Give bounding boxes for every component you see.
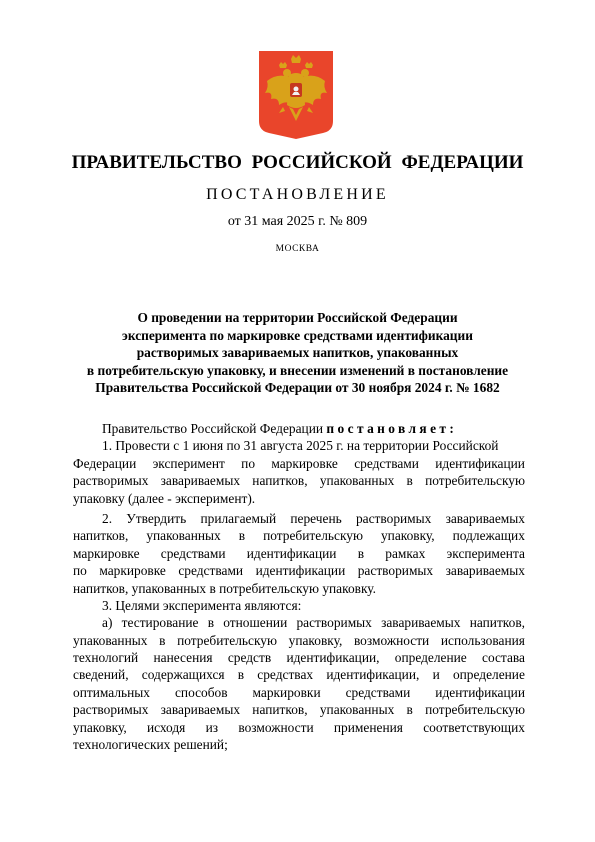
- intro-resolves: постановляет:: [326, 421, 458, 436]
- heading-line: в потребительскую упаковку, и внесении изменений в постановление: [86, 362, 509, 378]
- paragraph-3a-line: оптимальных способов маркировки средствами идентификации: [73, 684, 525, 700]
- paragraph-1-line: Федерации эксперимент по маркировке средствами идентификации: [73, 455, 525, 471]
- intro-line: [73, 420, 525, 437]
- paragraph-3a-line: растворимых завариваемых напитков, упакованных в потребительскую: [73, 702, 525, 718]
- government-title: ПРАВИТЕЛЬСТВО РОССИЙСКОЙ ФЕДЕРАЦИИ: [71, 152, 524, 173]
- paragraph-1-line: упаковку (далее - эксперимент).: [73, 490, 256, 506]
- paragraph-3-line: 3. Целями эксперимента являются:: [102, 597, 302, 613]
- paragraph-3a-line: технологических решений;: [73, 737, 228, 753]
- paragraph-1-line: растворимых завариваемых напитков, упакованных в потребительскую: [73, 473, 525, 489]
- document-date-number: от 31 мая 2025 г. № 809: [227, 214, 368, 229]
- paragraph-2-line: напитков, упакованных в потребительскую упаковку.: [73, 580, 376, 596]
- heading-line: О проведении на территории Российской Федерации: [137, 310, 458, 325]
- document-city: МОСКВА: [275, 244, 320, 254]
- paragraph-3a-line: упакованных в потребительскую упаковку, возможности использования: [73, 632, 525, 648]
- heading-line: растворимых завариваемых напитков, упакованных: [136, 345, 459, 360]
- heading-line: эксперимента по маркировке средствами идентификации: [122, 327, 473, 343]
- paragraph-1-line: 1. Провести с 1 июня по 31 августа 2025 г. на территории Российской: [102, 438, 499, 454]
- paragraph-3a-line: а) тестирование в отношении растворимых завариваемых напитков,: [102, 615, 525, 631]
- paragraph-2-line: 2. Утвердить прилагаемый перечень растворимых завариваемых: [102, 510, 525, 526]
- document-body: [73, 420, 525, 753]
- paragraph-2-line: по маркировке средствами идентификации растворимых завариваемых: [73, 563, 525, 579]
- paragraph-3a-line: сведений, содержащихся в средствах идентификации, и определение: [73, 667, 525, 683]
- paragraph-3a-line: упаковку, исходя из возможности применения соответствующих: [73, 719, 525, 735]
- paragraph-2-line: напитков, упакованных в потребительскую упаковку, подлежащих: [73, 528, 525, 544]
- document-heading: [60, 309, 535, 397]
- heading-line: Правительства Российской Федерации от 30 ноября 2024 г. № 1682: [95, 380, 500, 395]
- intro-prefix: Правительство Российской Федерации: [102, 421, 324, 436]
- document-type: ПОСТАНОВЛЕНИЕ: [206, 186, 389, 203]
- paragraph-3a-line: технологий нанесения средств идентификации, определение состава: [73, 650, 525, 666]
- paragraph-2-line: маркировке средствами идентификации в рамках эксперимента: [73, 545, 525, 561]
- coat-of-arms-icon: [259, 51, 333, 139]
